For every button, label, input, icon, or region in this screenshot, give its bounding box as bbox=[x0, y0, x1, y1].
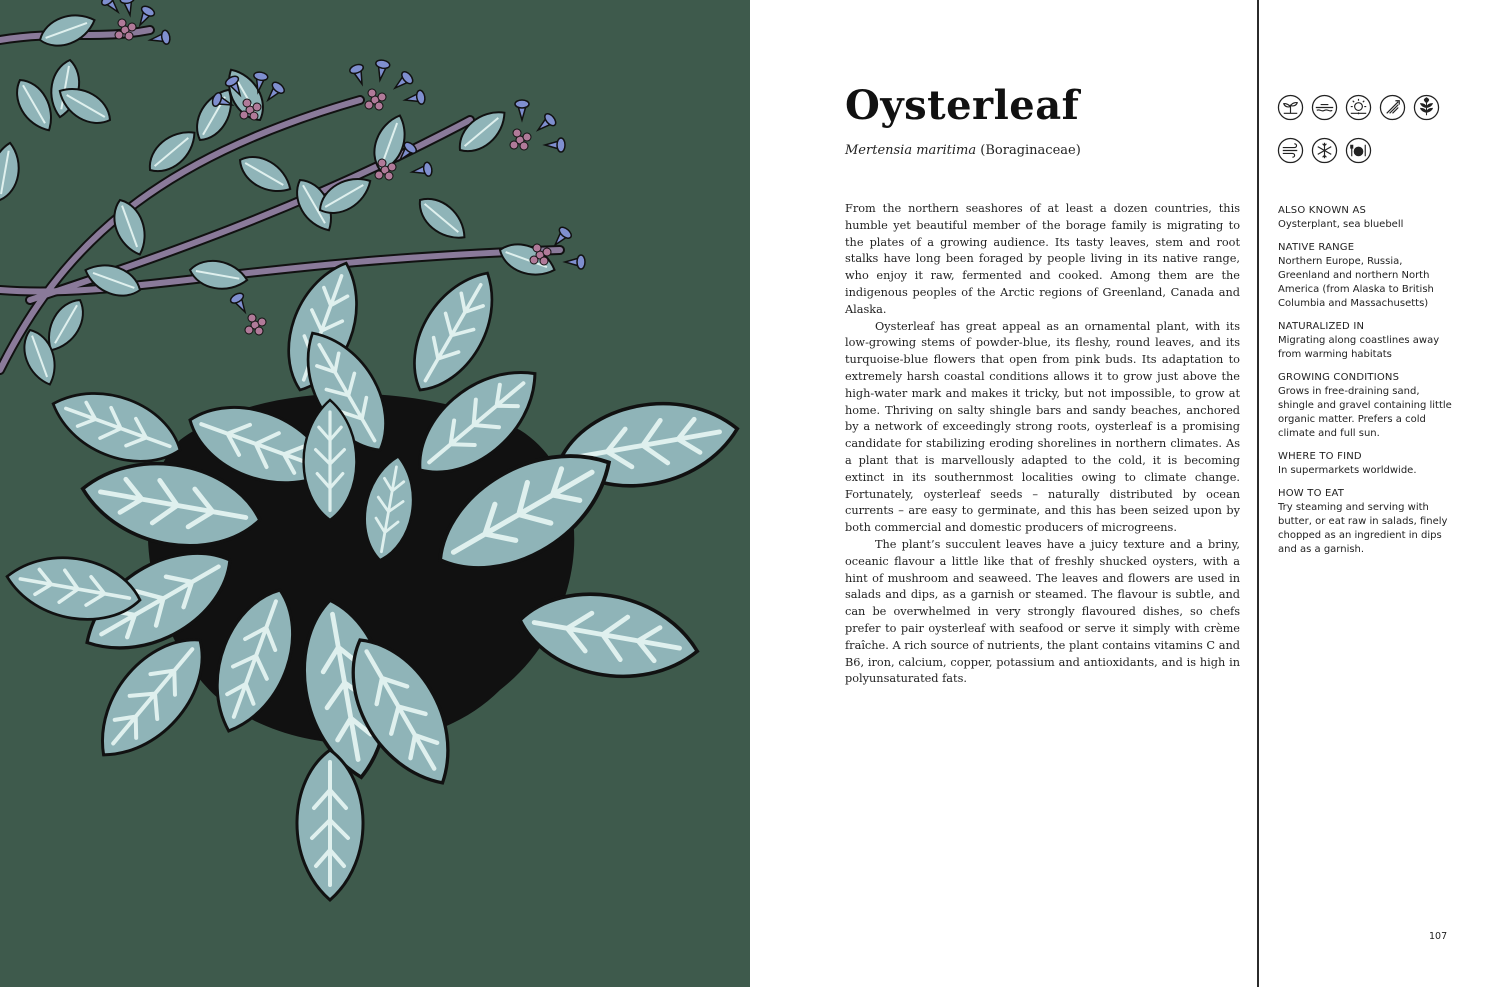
fact-label: WHERE TO FIND bbox=[1278, 451, 1362, 462]
fact-value: In supermarkets worldwide. bbox=[1278, 465, 1417, 476]
paragraph: From the northern seashores of at least a dozen countries, this humble yet beautiful member of the borage family is migrating to the plates of a growing audience. Its tasty leaves, stem and root stalks have long been foraged by people living in its native range, who enjoy it raw, fermented and cooked. Among them are the indigenous peoples of the Arctic regions of Greenland, Canada and Alaska. bbox=[845, 202, 1240, 316]
paragraph: The plant’s succulent leaves have a juicy texture and a briny, oceanic flavour a little like that of freshly shucked oysters, with a hint of mushroom and seaweed. The leaves and flowers are used in salads and dips, as a garnish or steamed. The flavour is subtle, and can be overwhelmed in very strongly flavoured dishes, so chefs prefer to pair oysterleaf with seafood or serve it simply with crème fraîche. A rich source of nutrients, the plant contains vitamins C and B6, iron, calcium, copper, potassium and antioxidants, and is high in polyunsaturated fats. bbox=[845, 537, 1240, 686]
beach-icon bbox=[1311, 94, 1338, 121]
fact-value: Migrating along coastlines away from warming habitats bbox=[1278, 335, 1440, 360]
article-body bbox=[845, 201, 1240, 688]
fact-label: HOW TO EAT bbox=[1278, 488, 1345, 499]
wind-icon bbox=[1277, 137, 1304, 164]
fact-how-to-eat bbox=[1278, 487, 1453, 557]
paragraph: Oysterleaf has great appeal as an ornamental plant, with its low-growing stems of powder-blue, its fleshy, round leaves, and its turquoise-blue flowers that open from pink buds. Its adaptation to extremely harsh coastal conditions allows it to grow just above the high-water mark and makes it tricky, but not impossible, to grow at home. Thriving on salty shingle bars and sandy beaches, anchored by a network of exceedingly strong roots, oysterleaf is a promising candidate for stabilizing eroding shorelines in northern climates. As a plant that is marvellously adapted to the cold, it is becoming extinct in its southernmost localities owing to climate change. Fortunately, oysterleaf seeds – naturally distributed by ocean currents – are easy to germinate, and this has been seized upon by both commercial and domestic producers of microgreens. bbox=[845, 319, 1240, 535]
text-page bbox=[750, 0, 1500, 987]
fact-label: NATIVE RANGE bbox=[1278, 242, 1355, 253]
fact-sidebar bbox=[1278, 204, 1453, 566]
fact-label: GROWING CONDITIONS bbox=[1278, 372, 1400, 383]
fact-value: Oysterplant, sea bluebell bbox=[1278, 219, 1404, 230]
fact-label: ALSO KNOWN AS bbox=[1278, 205, 1367, 216]
fact-native-range bbox=[1278, 241, 1453, 311]
snowflake-icon bbox=[1311, 137, 1338, 164]
fact-where-to-find bbox=[1278, 450, 1453, 478]
scientific-name: Mertensia maritima bbox=[845, 143, 977, 158]
fact-value: Try steaming and serving with butter, or eat raw in salads, finely chopped as an ingredient in dips and as a garnish. bbox=[1278, 502, 1448, 555]
plate-icon bbox=[1345, 137, 1372, 164]
leaf-rosette bbox=[2, 253, 744, 900]
column-divider bbox=[1257, 0, 1259, 987]
sun-icon bbox=[1345, 94, 1372, 121]
fact-value: Grows in free-draining sand, shingle and gravel containing little organic matter. Prefers a cold climate and full sun. bbox=[1278, 386, 1452, 439]
fact-naturalized-in bbox=[1278, 320, 1453, 362]
watering-icon bbox=[1379, 94, 1406, 121]
fact-value: Northern Europe, Russia, Greenland and northern North America (from Alaska to British Columbia and Massachusetts) bbox=[1278, 256, 1434, 309]
page-number: 107 bbox=[1429, 931, 1448, 942]
plant-family: (Boraginaceae) bbox=[980, 143, 1081, 158]
fact-label: NATURALIZED IN bbox=[1278, 321, 1365, 332]
leaf-icon bbox=[1413, 94, 1440, 121]
fact-growing-conditions bbox=[1278, 371, 1453, 441]
seedling-icon bbox=[1277, 94, 1304, 121]
scientific-name-line bbox=[845, 143, 1081, 158]
page-title: Oysterleaf bbox=[845, 82, 1080, 129]
fact-also-known-as bbox=[1278, 204, 1453, 232]
